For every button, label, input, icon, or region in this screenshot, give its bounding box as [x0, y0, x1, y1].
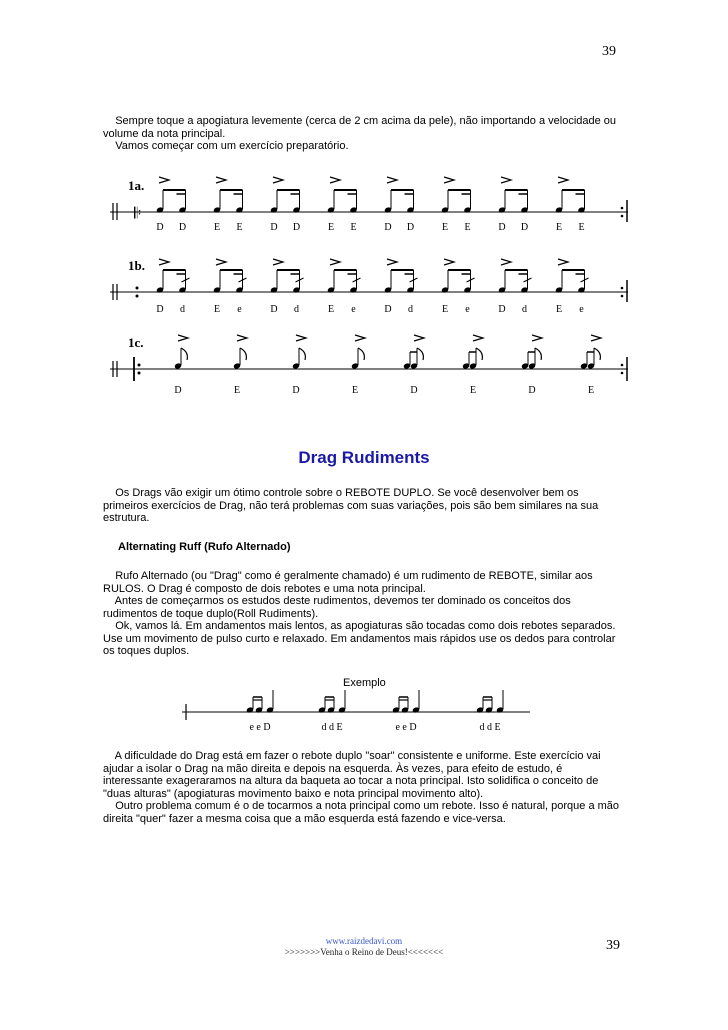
ruff-line: os toques duplos.: [103, 645, 190, 657]
sticking-label: e: [465, 304, 470, 315]
ruff-line: rudimentos de toque duplo(Roll Rudiments).: [103, 607, 319, 620]
sticking-label: d: [408, 304, 413, 315]
sticking-label: E: [350, 222, 357, 233]
sticking-label: E: [213, 222, 221, 233]
page-number-top: 39: [602, 44, 616, 59]
ruff-line: Rufo Alternado (ou "Drag" como é geralmente chamado) é um rudimento de REBOTE, similar aos: [103, 570, 593, 582]
sticking-label: D: [498, 304, 506, 315]
sticking-label: e: [351, 304, 356, 315]
sticking-label: d d E: [479, 722, 501, 733]
sticking-label: D: [384, 304, 392, 315]
example-label: Exemplo: [343, 677, 386, 689]
sticking-label: E: [469, 385, 477, 396]
exercise-label: 1b.: [128, 258, 145, 273]
sticking-label: d d E: [321, 722, 343, 733]
footer-motto: >>>>>>>Venha o Reino de Deus!<<<<<<<: [284, 947, 444, 957]
intro-line: Vamos começar com um exercício preparatório.: [103, 140, 349, 152]
ruff-line: Antes de começarmos os estudos deste rudimentos, devemos ter dominado os conceitos dos: [103, 595, 571, 607]
sticking-label: E: [213, 304, 221, 315]
sticking-label: e e D: [249, 722, 271, 733]
sticking-label: D: [156, 222, 164, 233]
sticking-label: E: [236, 222, 243, 233]
closing-line: ajudar a isolar o Drag na mão direita e depois na esquerda. Às vezes, para efeito de estudo, é: [103, 762, 563, 775]
ruff-line: Use um movimento de pulso curto e relaxado. Em andamentos mais rápidos use os dedos para controlar: [103, 632, 616, 645]
sticking-label: e: [237, 304, 242, 315]
sticking-label: D: [292, 222, 301, 233]
sticking-label: E: [327, 304, 335, 315]
sticking-label: E: [555, 222, 563, 233]
sticking-label: D: [520, 222, 529, 233]
exercise-label: 1c.: [128, 335, 144, 350]
section-heading: Drag Rudiments: [298, 448, 430, 467]
ruff-line: RULOS. O Drag é composto de dois rebotes e uma nota principal.: [103, 582, 426, 595]
sticking-label: D: [384, 222, 392, 233]
sticking-label: D: [406, 222, 415, 233]
closing-line: "duas alturas" (apogiaturas movimento baixo e nota principal movimento alto).: [103, 787, 484, 800]
sticking-label: D: [270, 222, 278, 233]
drags-line: primeiros exercícios de Drag, não terá problemas com suas variações, pois são bem similares na sua: [103, 499, 599, 512]
closing-line: Outro problema comum é o de tocarmos a nota principal como um rebote. Isso é natural, porque a mão: [103, 800, 620, 812]
intro-line: Sempre toque a apogiatura levemente (cerca de 2 cm acima da pele), não importando a velocidade ou: [103, 115, 617, 127]
sticking-label: D: [174, 385, 182, 396]
sticking-label: d: [522, 304, 527, 315]
closing-line: interessante exageraramos na altura da baqueta ao tocar a nota principal. Isto solidifica o conceito de: [103, 775, 599, 787]
sticking-label: D: [410, 385, 418, 396]
page-number-bottom: 39: [606, 938, 620, 953]
sticking-label: D: [292, 385, 300, 396]
sticking-label: e e D: [395, 722, 417, 733]
closing-text: [103, 750, 628, 825]
sticking-label: E: [555, 304, 563, 315]
sticking-label: e: [579, 304, 584, 315]
rudiment-subheading: Alternating Ruff (Rufo Alternado): [118, 541, 291, 553]
intro-line: volume da nota principal.: [103, 127, 226, 140]
sticking-label: D: [498, 222, 506, 233]
sticking-label: E: [441, 222, 449, 233]
svg-text:𝄆: 𝄆: [134, 206, 142, 222]
sticking-label: E: [441, 304, 449, 315]
drags-line: estrutura.: [103, 512, 150, 524]
sticking-label: E: [578, 222, 585, 233]
sticking-label: D: [178, 222, 187, 233]
sticking-label: E: [327, 222, 335, 233]
sticking-label: d: [294, 304, 299, 315]
closing-line: direita "quer" fazer a mesma coisa que a mão esquerda está fazendo e vice-versa.: [103, 812, 506, 825]
drags-line: Os Drags vão exigir um ótimo controle sobre o REBOTE DUPLO. Se você desenvolver bem os: [103, 487, 579, 499]
closing-line: A dificuldade do Drag está em fazer o rebote duplo "soar" consistente e uniforme. Este exercício vai: [103, 750, 601, 762]
footer-link[interactable]: www.raizdedavi.com: [325, 936, 403, 946]
ruff-line: Ok, vamos lá. Em andamentos mais lentos, as apogiaturas são tocadas como dois rebotes separados.: [103, 620, 616, 632]
sticking-label: D: [528, 385, 536, 396]
sticking-label: D: [156, 304, 164, 315]
sticking-label: E: [351, 385, 359, 396]
sticking-label: E: [587, 385, 595, 396]
sticking-label: d: [180, 304, 185, 315]
exercise-label: 1a.: [128, 178, 145, 193]
sticking-label: E: [233, 385, 241, 396]
sticking-label: D: [270, 304, 278, 315]
sticking-label: E: [464, 222, 471, 233]
